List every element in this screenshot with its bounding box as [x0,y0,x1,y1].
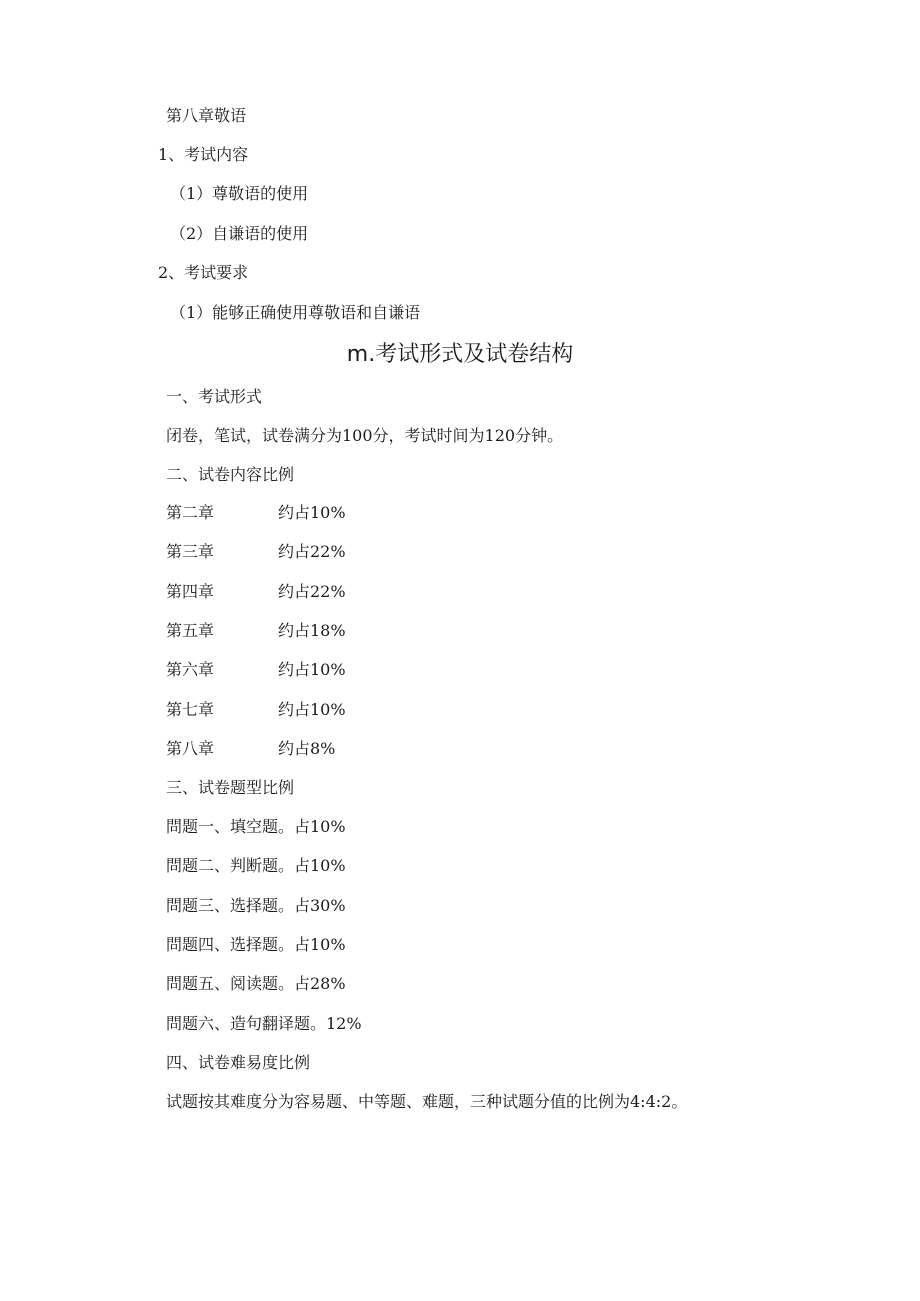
content-ratio-row [166,542,346,562]
question-type-item: 問题一、填空题。占10% [166,817,346,836]
question-type-item: 問题二、判断题。占10% [166,856,346,875]
section-title: m.考试形式及试卷结构 [346,342,574,367]
exam-form-text: 闭卷，笔试，试卷满分为100分，考试时间为120分钟。 [166,426,564,445]
content-ratio-row [166,739,335,759]
exam-form-heading: 一、考试形式 [166,387,263,406]
chapter-name: 第三章 [166,542,215,561]
content-ratio-row [166,700,346,720]
chapter-share: 约占22% [278,542,346,561]
question-type-item: 問题四、选择题。占10% [166,935,346,954]
exam-content-item: （2）自谦语的使用 [170,224,309,243]
chapter-8-heading: 第八章敬语 [166,106,247,125]
content-ratio-row [166,621,346,641]
chapter-share: 约占10% [278,700,346,719]
exam-requirement-item: （1）能够正确使用尊敬语和自谦语 [170,303,421,322]
question-type-item: 問题五、阅读题。占28% [166,974,346,993]
content-ratio-row [166,582,346,602]
chapter-share: 约占18% [278,621,346,640]
chapter-name: 第五章 [166,621,215,640]
question-type-item: 問题三、选择题。占30% [166,896,346,915]
chapter-name: 第七章 [166,700,215,719]
content-ratio-row [166,503,346,523]
chapter-share: 约占22% [278,582,346,601]
chapter-name: 第八章 [166,739,215,758]
chapter-name: 第四章 [166,582,215,601]
chapter-share: 约占10% [278,503,346,522]
question-types-heading: 三、试卷题型比例 [166,778,295,797]
difficulty-heading: 四、试卷难易度比例 [166,1053,311,1072]
chapter-share: 约占8% [278,739,336,758]
chapter-name: 第二章 [166,503,215,522]
chapter-name: 第六章 [166,660,215,679]
exam-content-heading: 1、考试内容 [158,145,249,164]
question-type-item: 問题六、造句翻译题。12% [166,1014,362,1033]
content-ratio-heading: 二、试卷内容比例 [166,465,295,484]
exam-requirement-heading: 2、考试要求 [158,263,249,282]
exam-content-item: （1）尊敬语的使用 [170,184,309,203]
content-ratio-row [166,660,346,680]
chapter-share: 约占10% [278,660,346,679]
difficulty-text: 试题按其难度分为容易题、中等题、难题，三种试题分值的比例为4:4:2。 [166,1092,688,1111]
